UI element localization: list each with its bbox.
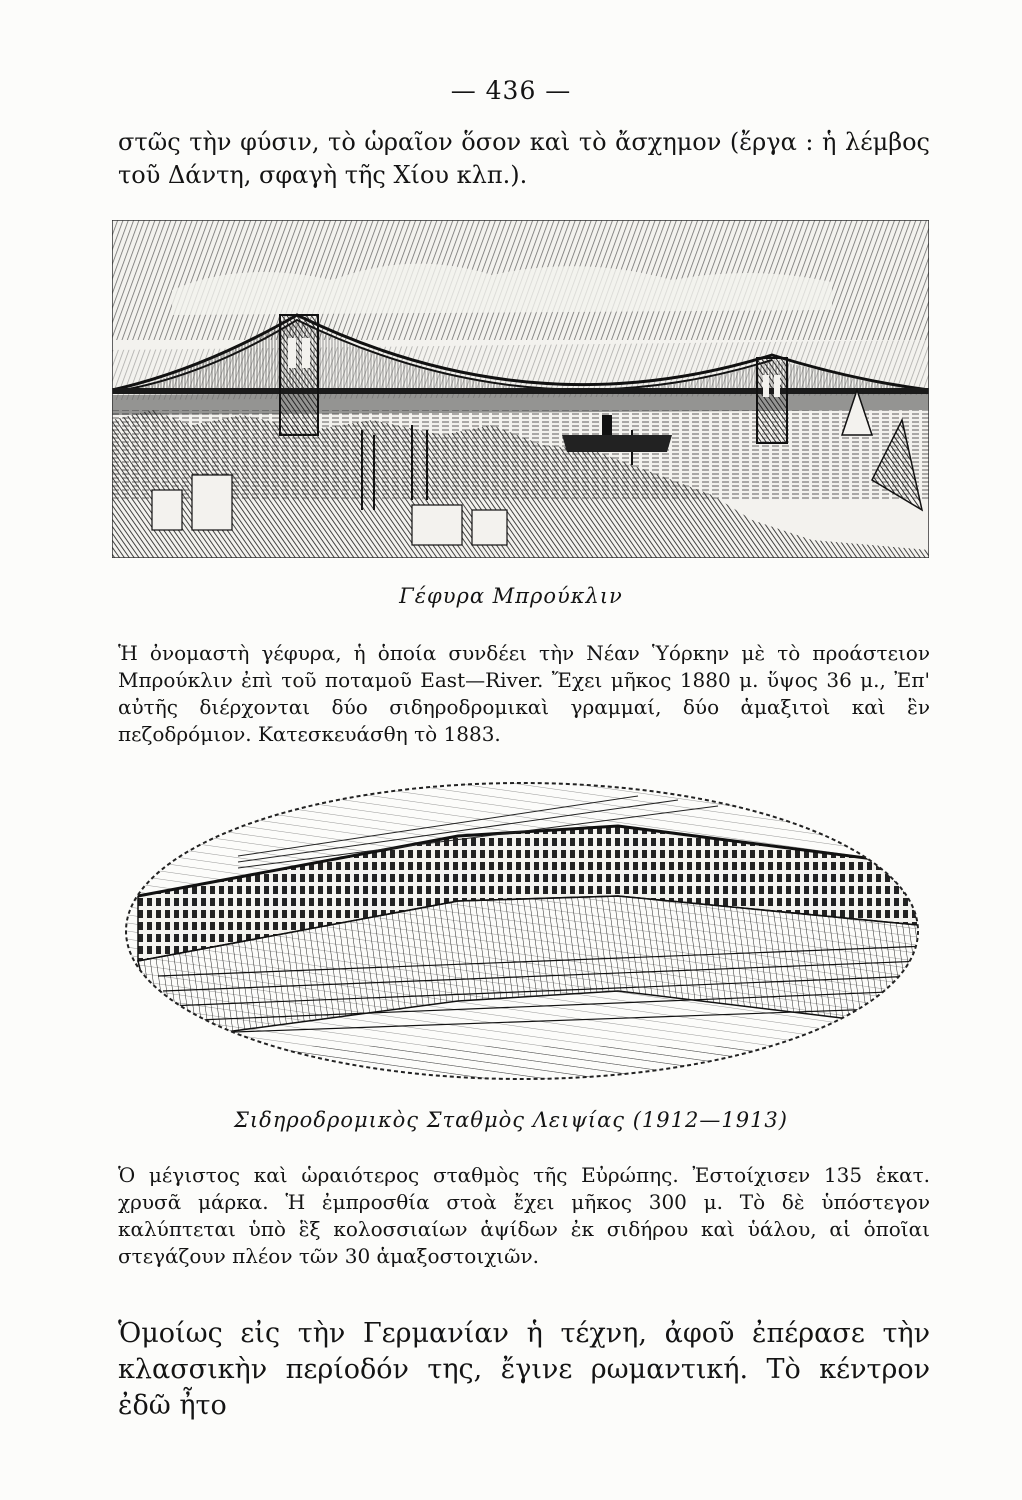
top-paragraph: στῶς τὴν φύσιν, τὸ ὡραῖον ὅσον καὶ τὸ ἄσχημον (ἔργα : ἡ λέμβος τοῦ Δάντη, σφαγὴ τῆς Χίου κλπ.).: [118, 128, 930, 189]
figure-caption-station: Σιδηροδρομικὸς Σταθμὸς Λειψίας (1912—1913): [234, 1108, 788, 1132]
page-number: — 436 —: [450, 76, 572, 105]
figure-caption-bridge: Γέφυρα Μπρούκλιν: [399, 584, 623, 608]
leipzig-station-illustration: [118, 776, 940, 1096]
bridge-description: Ἡ ὀνομαστὴ γέφυρα, ἡ ὁποία συνδέει τὴν Νέαν Ὑόρκην μὲ τὸ προάστειον Μπρούκλιν ἐπὶ τοῦ ποταμοῦ East—River. Ἔχει μῆκος 1880 μ. ὕψος 36 μ., Ἐπ' αὐτῆς διέρχονται δύο σιδηροδρομικαὶ γραμμαί, δύο ἁμαξιτοὶ καὶ ἓν πεζοδρόμιον. Κατεσκευάσθη τὸ 1883.: [118, 641, 930, 746]
bottom-paragraph: Ὁμοίως εἰς τὴν Γερμανίαν ἡ τέχνη, ἀφοῦ ἐπέρασε τὴν κλασσικὴν περίοδόν της, ἔγινε ρωμαντική. Τὸ κέντρον ἐδῶ ἦτο: [118, 1318, 930, 1421]
station-description: Ὁ μέγιστος καὶ ὡραιότερος σταθμὸς τῆς Εὐρώπης. Ἐστοίχισεν 135 ἑκατ. χρυσᾶ μάρκα. Ἡ ἐμπροσθία στοὰ ἔχει μῆκος 300 μ. Τὸ δὲ ὑπόστεγον καλύπτεται ὑπὸ ἓξ κολοσσιαίων ἁψίδων ἐκ σιδήρου καὶ ὑάλου, αἱ ὁποῖαι στεγάζουν πλέον τῶν 30 ἁμαξοστοιχιῶν.: [118, 1163, 930, 1268]
brooklyn-bridge-illustration: [112, 220, 929, 558]
